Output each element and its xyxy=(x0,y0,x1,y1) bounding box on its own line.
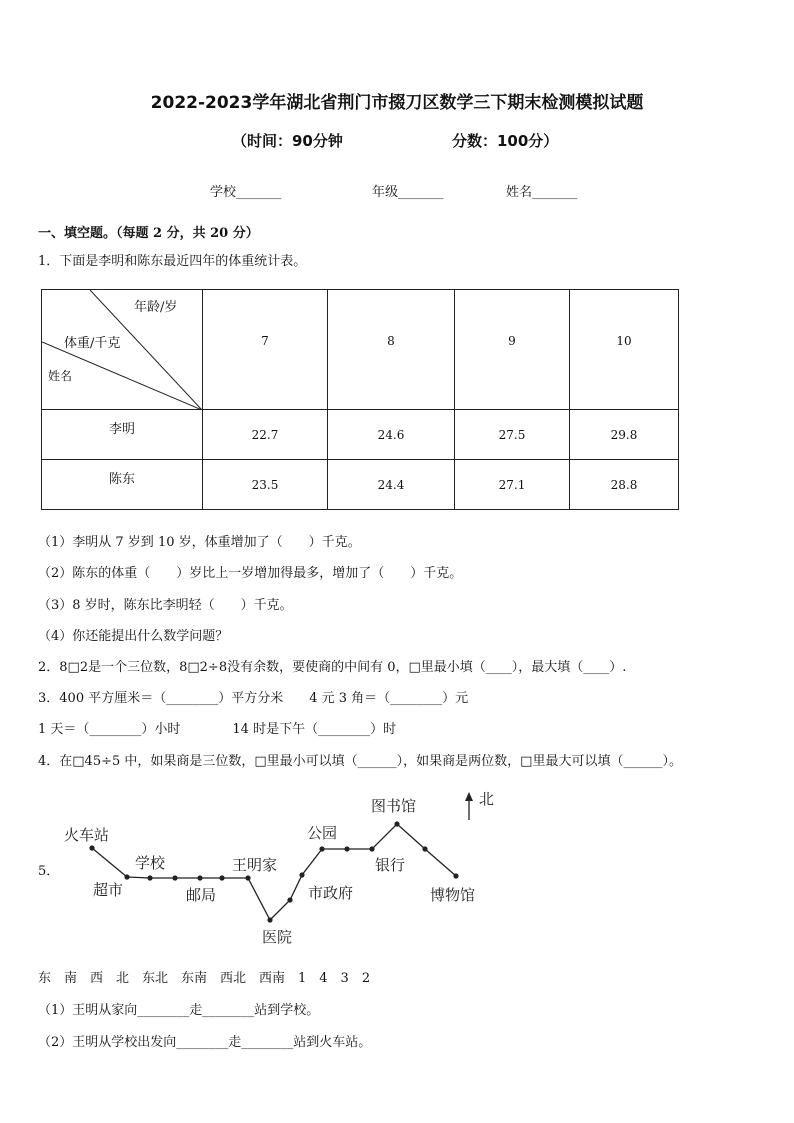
place-school: 学校 xyxy=(135,854,166,872)
q1-sub-4: （4）你还能提出什么数学问题？ xyxy=(38,629,229,644)
table-row xyxy=(42,460,679,510)
stop-dot xyxy=(287,897,292,902)
stop-dot xyxy=(319,846,324,851)
q1-sub-2: （2）陈东的体重（ ）岁比上一岁增加得最多，增加了（ ）千克。 xyxy=(38,566,463,581)
north-label: 北 xyxy=(479,790,495,808)
grade-field: 年级_______ xyxy=(372,185,444,200)
stop-dot xyxy=(124,874,129,879)
table-cell: 29.8 xyxy=(570,410,679,460)
stop-dot xyxy=(197,875,202,880)
row-name: 陈东 xyxy=(42,460,203,510)
place-post-office: 邮局 xyxy=(186,886,217,904)
table-cell: 28.8 xyxy=(570,460,679,510)
age-cell: 7 xyxy=(203,290,328,410)
question-3-line-2: 1 天＝（________）小时 14 时是下午（________）时 xyxy=(38,722,397,737)
stop-dot xyxy=(299,872,304,877)
place-library: 图书馆 xyxy=(371,797,417,815)
table-cell: 27.5 xyxy=(455,410,570,460)
row-name: 李明 xyxy=(42,410,203,460)
q5-sub-1: （1）王明从家向________走________站到学校。 xyxy=(38,1003,320,1018)
stop-dot xyxy=(453,873,458,878)
place-park: 公园 xyxy=(307,824,338,842)
q5-sub-2: （2）王明从学校出发向________走________站到火车站。 xyxy=(38,1035,372,1050)
stop-dot xyxy=(369,846,374,851)
place-museum: 博物馆 xyxy=(430,886,476,904)
exam-time: （时间：90分钟 xyxy=(232,132,343,150)
stop-dot xyxy=(344,846,349,851)
header-age: 年龄/岁 xyxy=(134,300,178,315)
place-wangming-home: 王明家 xyxy=(232,856,278,874)
header-name: 姓名 xyxy=(48,369,73,383)
table-cell: 27.1 xyxy=(455,460,570,510)
stop-dot xyxy=(422,846,427,851)
stop-dot xyxy=(267,917,272,922)
stop-dot xyxy=(89,845,94,850)
question-2: 2．8□2是一个三位数，8□2÷8没有余数，要使商的中间有 0，□里最小填（____），最大填（____）. xyxy=(38,660,627,675)
age-cell: 9 xyxy=(455,290,570,410)
school-field: 学校_______ xyxy=(210,185,282,200)
place-bank: 银行 xyxy=(375,856,406,874)
q5-number: 5． xyxy=(38,864,60,879)
age-cell: 8 xyxy=(328,290,455,410)
stop-dot xyxy=(394,821,399,826)
q1-sub-3: （3）8 岁时，陈东比李明轻（ ）千克。 xyxy=(38,598,293,613)
age-cell: 10 xyxy=(570,290,679,410)
place-hospital: 医院 xyxy=(262,928,293,946)
stop-dot xyxy=(245,875,250,880)
table-header-cell xyxy=(42,290,203,410)
stop-dot xyxy=(147,875,152,880)
stop-dot xyxy=(219,875,224,880)
place-supermarket: 超市 xyxy=(93,881,124,899)
question-3-line-1: 3．400 平方厘米＝（________）平方分米 4 元 3 角＝（________）元 xyxy=(38,691,469,706)
section-heading: 一、填空题。（每题 2 分，共 20 分） xyxy=(38,226,259,241)
header-weight: 体重/千克 xyxy=(64,336,121,351)
route-map xyxy=(0,780,794,955)
place-city-hall: 市政府 xyxy=(308,884,354,902)
table-cell: 22.7 xyxy=(203,410,328,460)
table-row xyxy=(42,410,679,460)
weight-table xyxy=(41,289,679,510)
q5-word-bank: 东 南 西 北 东北 东南 西北 西南 1 4 3 2 xyxy=(38,971,371,986)
question-4: 4．在□45÷5 中，如果商是三位数，□里最小可以填（______），如果商是两位数，□里最大可以填（______）。 xyxy=(38,754,682,769)
q1-sub-1: （1）李明从 7 岁到 10 岁，体重增加了（ ）千克。 xyxy=(38,535,361,550)
name-field: 姓名_______ xyxy=(506,185,578,200)
q1-stem: 1．下面是李明和陈东最近四年的体重统计表。 xyxy=(38,254,307,269)
place-train-station: 火车站 xyxy=(64,826,110,844)
exam-score: 分数：100分） xyxy=(452,132,559,150)
table-cell: 24.6 xyxy=(328,410,455,460)
stop-dot xyxy=(172,875,177,880)
table-cell: 23.5 xyxy=(203,460,328,510)
page-title: 2022-2023学年湖北省荆门市掇刀区数学三下期末检测模拟试题 xyxy=(150,93,644,113)
table-cell: 24.4 xyxy=(328,460,455,510)
north-arrow-head-icon xyxy=(465,792,473,801)
